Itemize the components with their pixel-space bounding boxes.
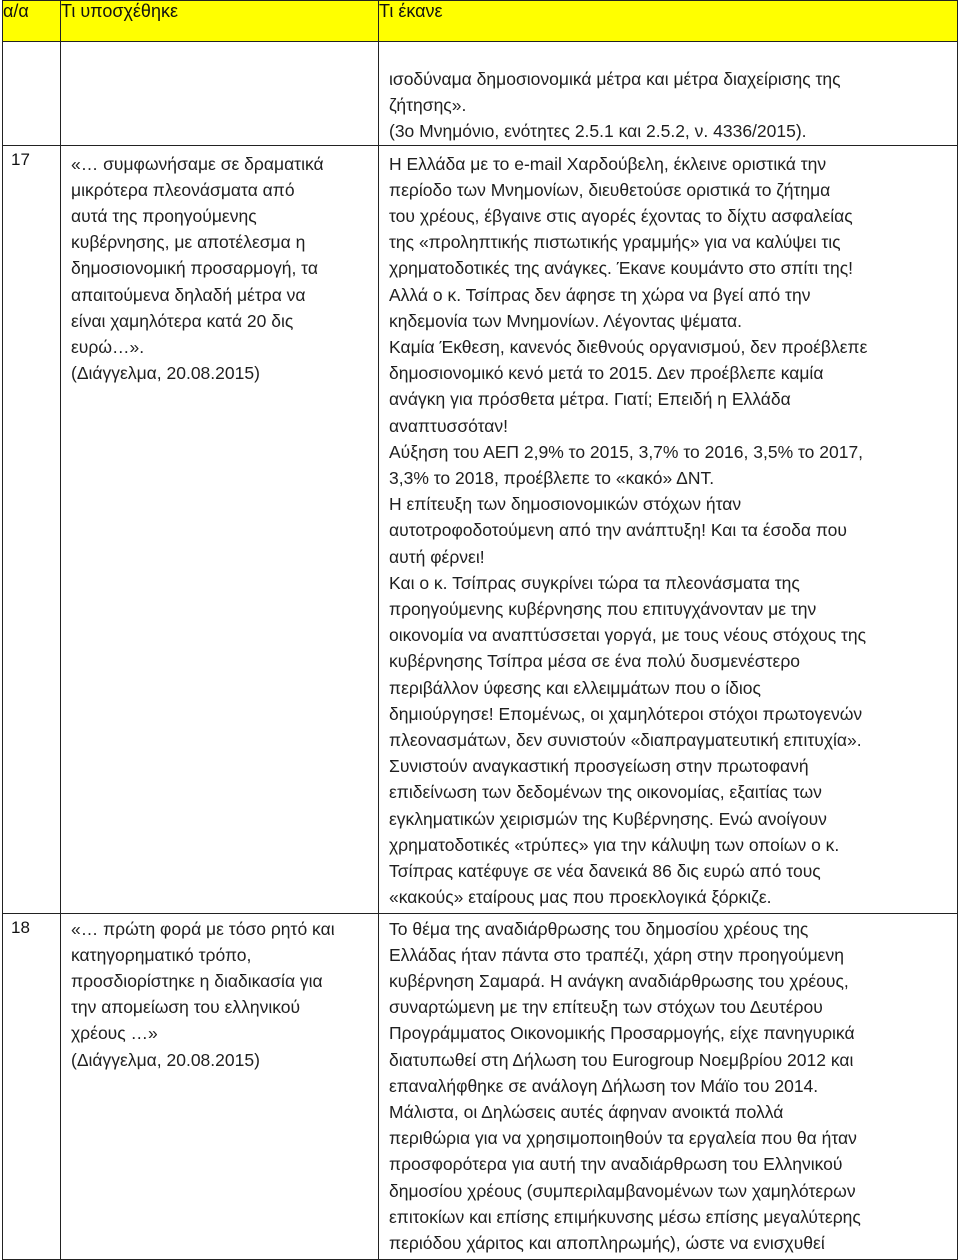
row-number: 18: [3, 913, 61, 1259]
text-line: επαναλήφθηκε σε ανάλογη Δήλωση τον Μάϊο του 2014.: [389, 1075, 819, 1096]
text-line: Συνιστούν αναγκαστική προσγείωση στην πρωτοφανή: [389, 756, 809, 777]
text-line: χρηματοδοτικές «τρύπες» για την κάλυψη των οποίων ο κ.: [389, 834, 840, 855]
text-line: ευρώ…».: [71, 337, 145, 358]
comparison-table: [2, 0, 958, 1260]
text-line: απαιτούμενα δηλαδή μέτρα να: [71, 284, 306, 305]
text-line: πλεονασμάτων, δεν συνιστούν «διαπραγματευτική επιτυχία».: [389, 730, 862, 751]
text-line: ισοδύναμα δημοσιονομικά μέτρα και μέτρα διαχείρισης της: [389, 69, 841, 89]
text-line: είναι χαμηλότερα κατά 20 δις: [71, 310, 294, 331]
text-line: (Διάγγελμα, 20.08.2015): [71, 1049, 260, 1070]
text-line: χρηματοδοτικές της ανάγκες. Έκανε κουμάντο στο σπίτι της!: [389, 258, 853, 279]
header-num: α/α: [3, 1, 61, 42]
text-line: εγκληματικών χειρισμών της Κυβέρνησης. Ενώ ανοίγουν: [389, 808, 827, 829]
text-line: Και ο κ. Τσίπρας συγκρίνει τώρα τα πλεονάσματα της: [389, 572, 800, 593]
text-line: (Διάγγελμα, 20.08.2015): [71, 363, 260, 384]
text-line: αυτά της προηγούμενης: [71, 206, 257, 227]
text-line: του χρέους, έβγαινε στις αγορές έχοντας το δίχτυ ασφαλείας: [389, 206, 853, 227]
text-line: την απομείωση του ελληνικού: [71, 997, 301, 1018]
text-line: κυβέρνησης, με αποτέλεσμα η: [71, 232, 306, 253]
row-number: 17: [3, 145, 61, 913]
text-line: Προγράμματος Οικονομικής Προσαρμογής, είχε πανηγυρικά: [389, 1023, 855, 1044]
text-line: κυβέρνηση Σαμαρά. Η ανάγκη αναδιάρθρωσης του χρέους,: [389, 971, 849, 992]
table-row: [3, 42, 958, 146]
text-line: δημοσίου χρέους (συμπεριλαμβανομένων των χαμηλότερων: [389, 1180, 856, 1201]
text-line: Η επίτευξη των δημοσιονομικών στόχων ήταν: [389, 494, 742, 515]
text-line: Τσίπρας κατέφυγε σε νέα δανεικά 86 δις ευρώ από τους: [389, 861, 821, 882]
text-line: ανάγκη για πρόσθετα μέτρα. Γιατί; Επειδή η Ελλάδα: [389, 389, 791, 410]
text-line: «… πρώτη φορά με τόσο ρητό και: [71, 918, 335, 939]
text-line: διατυπωθεί στη Δήλωση του Eurogroup Νοεμβρίου 2012 και: [389, 1049, 854, 1070]
did-cell: [379, 42, 958, 146]
text-line: επιτοκίων και επίσης επιμήκυνσης μέσω επίσης μεγαλύτερης: [389, 1206, 861, 1227]
text-line: περιθώρια για να χρησιμοποιηθούν τα εργαλεία που θα ήταν: [389, 1128, 857, 1149]
text-line: δημοσιονομική προσαρμογή, τα: [71, 258, 318, 279]
text-line: αναπτυσσόταν!: [389, 415, 509, 436]
text-line: αυτή φέρνει!: [389, 546, 485, 567]
text-line: «… συμφωνήσαμε σε δραματικά: [71, 153, 324, 174]
text-line: Ελλάδας ήταν πάντα στο τραπέζι, χάρη στην προηγούμενη: [389, 944, 844, 965]
text-line: προσδιορίστηκε η διαδικασία για: [71, 971, 323, 992]
text-line: Αύξηση του ΑΕΠ 2,9% το 2015, 3,7% το 2016, 3,5% το 2017,: [389, 441, 864, 462]
header-row: [3, 1, 958, 42]
text-line: Το θέμα της αναδιάρθρωσης του δημοσίου χρέους της: [389, 918, 809, 939]
text-line: Η Ελλάδα με το e-mail Χαρδούβελη, έκλεινε οριστικά την: [389, 153, 827, 174]
text-line: χρέους …»: [71, 1023, 158, 1044]
text-line: μικρότερα πλεονάσματα από: [71, 179, 295, 200]
text-line: ζήτησης».: [389, 95, 467, 116]
text-line: δημοσιονομικό κενό μετά το 2015. Δεν προέβλεπε καμία: [389, 363, 824, 384]
text-line: προσφορότερα για αυτή την αναδιάρθρωση του Ελληνικού: [389, 1154, 843, 1175]
row-number: [3, 42, 61, 146]
text-line: 3,3% το 2018, προέβλεπε το «κακό» ΔΝΤ.: [389, 468, 715, 489]
text-line: Μάλιστα, οι Δηλώσεις αυτές άφηναν ανοικτά πολλά: [389, 1102, 784, 1123]
header-did: Τι έκανε: [379, 1, 958, 42]
text-line: συναρτώμενη με την επίτευξη των στόχων του Δευτέρου: [389, 997, 823, 1018]
text-line: περιβάλλον ύφεσης και ελλειμμάτων που ο ίδιος: [389, 677, 761, 698]
text-line: αυτοτροφοδοτούμενη από την ανάπτυξη! Και τα έσοδα που: [389, 520, 847, 541]
text-line: κατηγορηματικό τρόπο,: [71, 944, 252, 965]
text-line: οικονομία να αναπτύσσεται γοργά, με τους νέους στόχους της: [389, 625, 867, 646]
text-line: κηδεμονία των Μνημονίων. Λέγοντας ψέματα.: [389, 310, 743, 331]
promise-cell: [61, 145, 379, 913]
text-line: δημιούργησε! Επομένως, οι χαμηλότεροι στόχοι πρωτογενών: [389, 703, 863, 724]
promise-cell: [61, 42, 379, 146]
text-line: περιόδου χάριτος και αποπληρωμής), ώστε να ενισχυθεί: [389, 1233, 825, 1254]
text-line: «κακούς» εταίρους μας που προεκλογικά ξόρκιζε.: [389, 887, 772, 908]
text-line: της «προληπτικής πιστωτικής γραμμής» για να καλύψει τις: [389, 232, 841, 253]
did-cell: [379, 913, 958, 1259]
text-line: επιδείνωση των δεδομένων της οικονομίας, εξαιτίας των: [389, 782, 822, 803]
promise-cell: [61, 913, 379, 1259]
text-line: (3ο Μνημόνιο, ενότητες 2.5.1 και 2.5.2, ν. 4336/2015).: [389, 121, 807, 142]
table-row: [3, 145, 958, 913]
text-line: προηγούμενης κυβέρνησης που επιτυγχάνονταν με την: [389, 599, 817, 620]
did-cell: [379, 145, 958, 913]
text-line: Αλλά ο κ. Τσίπρας δεν άφησε τη χώρα να βγεί από την: [389, 284, 811, 305]
text-line: Καμία Έκθεση, κανενός διεθνούς οργανισμού, δεν προέβλεπε: [389, 337, 868, 358]
text-line: κυβέρνησης Τσίπρα μέσα σε ένα πολύ δυσμενέστερο: [389, 651, 801, 672]
header-promise: Τι υποσχέθηκε: [61, 1, 379, 42]
table-row: [3, 913, 958, 1259]
text-line: περίοδο των Μνημονίων, διευθετούσε οριστικά το ζήτημα: [389, 179, 831, 200]
